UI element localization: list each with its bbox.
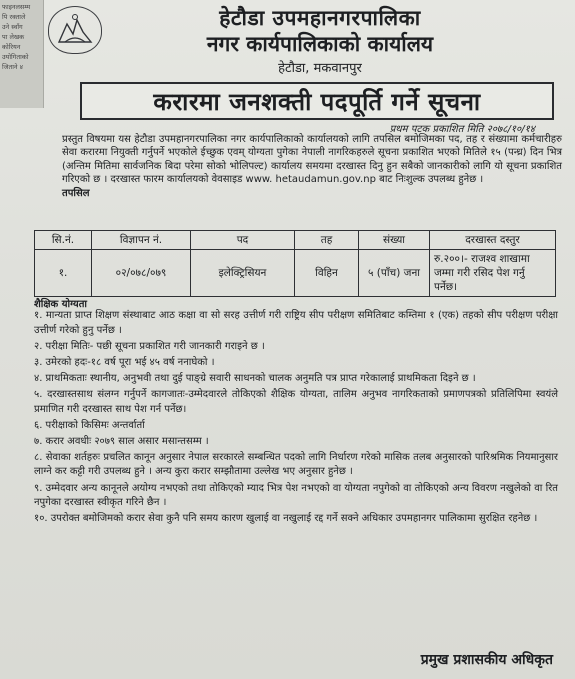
clipping-line: जिताने ४ [2, 63, 23, 71]
cell-ad-no: ०२/०७८/०७९ [92, 250, 191, 297]
publication-date: प्रथम पटक प्रकाशित मिति २०७८/१०/१४ [389, 124, 535, 135]
clipping-line: पा लेखक [2, 33, 25, 41]
clipping-line: फाइनलसम्म [2, 3, 31, 11]
list-item: ५. दरखास्तसाथ संलग्न गर्नुपर्ने कागजातः-उम्मेदवारले तोकिएको शैक्षिक योग्यता, तालिम अनुभव नागरिकताको प्रमाणपत्रको प्रतिलिपिमा स्वयंले प्रमाणित गरी दरखास्त साथ पेश गर्न पर्नेछ। [34, 388, 558, 415]
intro-text: प्रस्तुत विषयमा यस हेटौडा उपमहानगरपालिका नगर कार्यपालिकाको कार्यालयको लागि तपसिल बमोजिमका पद, तह र संख्यामा कर्मचारीहरु सेवा करारमा नियुक्ती गर्नुपर्ने भएकोले ईच्छुक एवम् योग्यता पुगेका नेपाली नागरिकहरुले सूचना प्रकाशित भएको मितिले १५ (पन्ध्र) दिन भित्र (अन्तिम मितिमा सार्वजनिक बिदा परेमा सोको भोलिपल्ट) कार्यालय समयमा दरखास्त दिनु हुन सबैको जानकारीको लागि यो सूचना प्रकाशित गरिएको छ । दरखास्त फारम कार्यालयको वेवसाइड www. hetaudamun.gov.np बाट निःशुल्क उपलब्ध हुनेछ । [62, 134, 562, 186]
list-item: ९. उम्मेदवार अन्य कानूनले अयोग्य नभएको तथा तोकिएको म्याद भित्र पेश नभएको वा योग्यता नपुगेको वा तोकिएको अन्य विवरण नखुलेको वा रित नपुगेका दरखास्त स्वीकृत गरिने छैन । [34, 482, 558, 509]
office-name: नगर कार्यपालिकाको कार्यालय [206, 32, 434, 56]
adjacent-clipping [0, 0, 44, 108]
cell-fee: रु.२००।- राजश्व शाखामा जम्मा गरी रसिद पेश गर्नु पर्नेछ। [430, 250, 556, 297]
clipping-line: उने स्वाँग [2, 23, 23, 31]
clipping-line: पि रक्ताले [2, 13, 26, 21]
col-header-count: संख्या [359, 231, 430, 250]
intro-paragraph [62, 133, 562, 200]
col-header-ad-no: विज्ञापन नं. [92, 231, 191, 250]
list-item: ६. परीक्षाको किसिमः अन्तर्वार्ता [34, 419, 145, 431]
municipality-name: हेटौडा उपमहानगरपालिका [219, 6, 421, 30]
col-header-sn: सि.नं. [35, 231, 92, 250]
table-row [35, 250, 556, 297]
list-item: ८. सेवाका शर्तहरुः प्रचलित कानून अनुसार नेपाल सरकारले सम्बन्धित पदको लागि निर्धारण गरेको मासिक तलब अनुसारको पारिश्रमिक नियमानुसार लाग्ने कर कट्टी गरी उपलब्ध हुने । अन्य कुरा करार सम्झौतामा उल्लेख भए अनुसार हुनेछ । [34, 451, 558, 478]
clipping-line: उयोगिताको [2, 53, 29, 61]
list-item: १०. उपरोक्त बमोजिमको करार सेवा कुनै पनि समय कारण खुलाई वा नखुलाई रद्द गर्ने सक्ने अधिकार उपमहानगर पालिकामा सुरक्षित रहनेछ । [34, 513, 538, 525]
conditions-list [34, 309, 558, 528]
tapsil-label: तपसिल [62, 187, 90, 199]
col-header-fee: दरखास्त दस्तुर [430, 231, 556, 250]
qualification-heading: शैक्षिक योग्यता [34, 299, 88, 310]
list-item: १. मान्यता प्राप्त शिक्षण संस्थाबाट आठ कक्षा वा सो सरह उत्तीर्ण गरी राष्ट्रिय सीप परीक्षण समितिबाट कम्तिमा १ (एक) तहको सीप परीक्षण परीक्षा उत्तीर्ण गरेको हुनु पर्नेछ । [34, 310, 558, 336]
col-header-post: पद [191, 231, 295, 250]
cell-level: विहिन [295, 250, 359, 297]
list-item: ७. करार अवधीः २०७९ साल असार मसान्तसम्म । [34, 435, 209, 447]
list-item: ४. प्राथमिकताः स्थानीय, अनुभवी तथा दुई पाङ्ग्रे सवारी साधनको चालक अनुमति पत्र प्राप्त गरेकालाई प्राथमिकता दिइने छ । [34, 372, 476, 384]
cell-post: इलेक्ट्रिसियन [191, 250, 295, 297]
list-item: २. परीक्षा मितिः- पछी सूचना प्रकाशित गरी जानकारी गराइने छ । [34, 340, 265, 352]
clipping-line: कोरियन [2, 43, 21, 51]
cell-count: ५ (पाँच) जना [359, 250, 430, 297]
table-header-row [35, 231, 556, 250]
list-item: ३. उमेरको हदः-१८ वर्ष पूरा भई ४५ वर्ष ननाघेको । [34, 356, 215, 368]
notice-title: करारमा जनशक्ती पदपूर्ति गर्ने सूचना [80, 82, 554, 120]
cell-sn: १. [35, 250, 92, 297]
signatory-title: प्रमुख प्रशासकीय अधिकृत [420, 652, 553, 668]
vacancy-table [34, 230, 556, 297]
office-address: हेटौडा, मकवानपुर [278, 61, 362, 76]
col-header-level: तह [295, 231, 359, 250]
government-emblem-icon [48, 6, 102, 54]
